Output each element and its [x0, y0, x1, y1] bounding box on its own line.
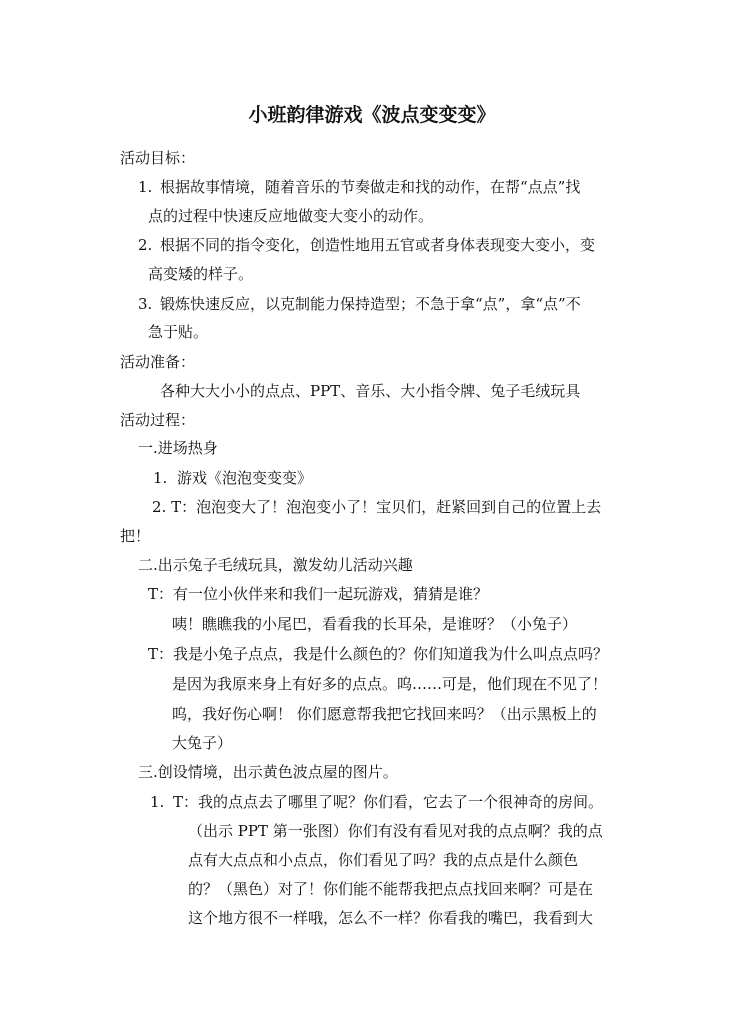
part2-line-2: 咦！瞧瞧我的小尾巴，看看我的长耳朵，是谁呀？（小兔子） — [172, 615, 578, 633]
part3-item1-line-2: （出示 PPT 第一张图）你们有没有看见对我的点点啊？我的点 — [188, 822, 603, 840]
part2-line-3: T：我是小兔子点点，我是什么颜色的？你们知道我为什么叫点点吗？ — [148, 645, 609, 663]
goal-number-3: 3. — [138, 295, 153, 313]
page-title: 小班韵律游戏《波点变变变》 — [248, 104, 496, 126]
prep-text: 各种大大小小的点点、PPT、音乐、大小指令牌、兔子毛绒玩具 — [160, 382, 581, 400]
part3-item1-line-4: 的？（黑色）对了！你们能不能帮我把点点找回来啊？可是在 — [188, 880, 594, 898]
part2-line-6: 大兔子） — [172, 734, 233, 752]
part3-item1-line-5: 这个地方很不一样哦，怎么不一样？你看我的嘴巴，我看到大 — [188, 909, 594, 927]
part3-item1-number: 1. — [150, 793, 165, 811]
part3-item1-line-3: 点有大点点和小点点，你们看见了吗？我的点点是什么颜色 — [188, 851, 579, 869]
part2-line-4: 是因为我原来身上有好多的点点。呜……可是，他们现在不见了！ — [172, 675, 608, 693]
goal-1-line-1: 根据故事情境，随着音乐的节奏做走和找的动作，在帮“点点”找 — [160, 178, 581, 196]
goals-heading: 活动目标： — [120, 149, 196, 167]
part3-item1-line-1: T：我的点点去了哪里了呢？你们看，它去了一个很神奇的房间。 — [173, 793, 604, 811]
part2-heading: 二.出示兔子毛绒玩具，激发幼儿活动兴趣 — [138, 556, 413, 574]
part2-line-1: T：有一位小伙伴来和我们一起玩游戏，猜猜是谁？ — [148, 585, 489, 603]
goal-number-2: 2. — [138, 236, 153, 254]
prep-heading: 活动准备： — [120, 353, 196, 371]
part1-item2-line-2: 把！ — [120, 527, 151, 545]
part1-item2-line-1: 2. T：泡泡变大了！泡泡变小了！宝贝们，赶紧回到自己的位置上去 — [152, 498, 602, 516]
goal-3-line-1: 锻炼快速反应，以克制能力保持造型；不急于拿“点”，拿“点”不 — [160, 295, 581, 313]
goal-2-line-2: 高变矮的样子。 — [148, 265, 254, 283]
goal-3-line-2: 急于贴。 — [148, 323, 209, 341]
part1-heading: 一.进场热身 — [138, 439, 218, 457]
process-heading: 活动过程： — [120, 411, 196, 429]
goal-2-line-1: 根据不同的指令变化，创造性地用五官或者身体表现变大变小，变 — [160, 236, 596, 254]
part1-item1-text: 游戏《泡泡变变变》 — [177, 469, 313, 487]
part3-heading: 三.创设情境，出示黄色波点屋的图片。 — [138, 763, 398, 781]
goal-number-1: 1. — [138, 178, 153, 196]
part2-line-5: 呜，我好伤心啊！ 你们愿意帮我把它找回来吗？（出示黑板上的 — [172, 705, 597, 723]
part1-item1-number: 1. — [153, 469, 168, 487]
goal-1-line-2: 点的过程中快速反应地做变大变小的动作。 — [148, 207, 434, 225]
